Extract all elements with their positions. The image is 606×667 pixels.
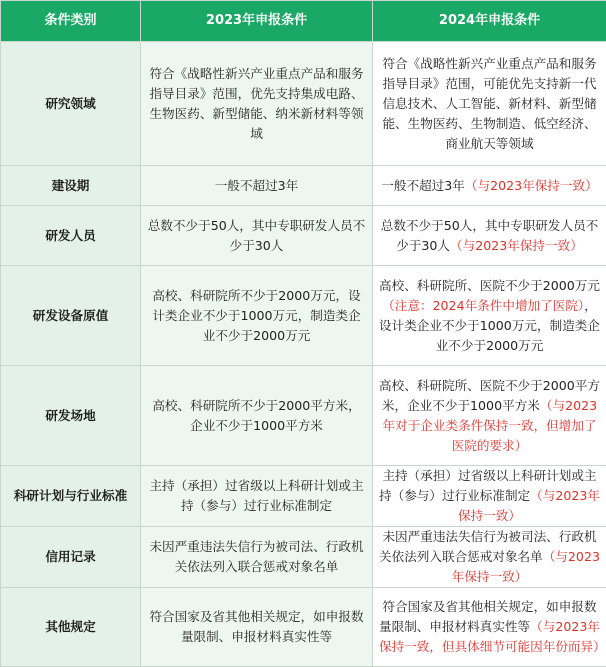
row-research-field [1,42,606,166]
category-cell: 科研计划与行业标准 [1,466,141,527]
header-category: 条件类别 [1,1,141,42]
category-cell: 信用记录 [1,527,141,588]
condition-2024 [373,166,606,206]
category-cell: 研发设备原值 [1,266,141,366]
condition-2023: 总数不少于50人，其中专职研发人员不少于30人 [141,206,373,266]
comparison-note: （与2023年保持一致） [452,549,600,584]
condition-2024-text: 一般不超过3年 [381,178,465,193]
condition-2024-text: 主持（承担）过省级以上科研计划或主持（参与）过行业标准制定 [379,468,597,503]
condition-2023: 高校、科研院所不少于2000平方米，企业不少于1000平方米 [141,366,373,466]
condition-2024-text-tail: ，设计类企业不少于1000万元，制造类企业不少于2000万元 [379,298,600,353]
condition-2024-text: 高校、科研院所、医院不少于2000平方米，企业不少于1000平方米 [379,378,600,413]
condition-2024-text: 符合国家及省其他相关规定，如申报数量限制、申报材料真实性等 [379,599,597,634]
condition-2023: 符合国家及省其他相关规定，如申报数量限制、申报材料真实性等 [141,588,373,667]
condition-2024 [373,42,606,166]
category-cell: 其他规定 [1,588,141,667]
condition-2023: 一般不超过3年 [141,166,373,206]
condition-2024 [373,206,606,266]
row-build-period [1,166,606,206]
condition-2023: 主持（承担）过省级以上科研计划或主持（参与）过行业标准制定 [141,466,373,527]
row-research-site [1,366,606,466]
row-credit-record [1,527,606,588]
condition-2024-text: 未因严重违法失信行为被司法、行政机关依法列入联合惩戒对象名单 [379,529,597,564]
header-2024: 2024年申报条件 [373,1,606,42]
row-research-plan-standards [1,466,606,527]
row-other-rules [1,588,606,667]
condition-2024 [373,366,606,466]
condition-2024 [373,588,606,667]
category-cell: 研究领域 [1,42,141,166]
comparison-note: （与2023年保持一致，但具体细节可能因年份而异） [379,619,606,654]
condition-2024 [373,527,606,588]
category-cell: 研发场地 [1,366,141,466]
comparison-note: （注意：2024年条件中增加了医院） [382,298,584,313]
condition-2023: 符合《战略性新兴产业重点产品和服务指导目录》范围，优先支持集成电路、生物医药、新型储能、纳米新材料等领域 [141,42,373,166]
condition-2024-text: 总数不少于50人，其中专职研发人员不少于30人 [381,218,599,253]
condition-2024-text: 符合《战略性新兴产业重点产品和服务指导目录》范围，可能优先支持新一代信息技术、人工智能、新材料、新型储能、生物医药、生物制造、低空经济、商业航天等领域 [382,56,596,151]
condition-2023: 未因严重违法失信行为被司法、行政机关依法列入联合惩戒对象名单 [141,527,373,588]
comparison-note: （与2023年保持一致） [458,488,600,523]
header-row [1,1,606,42]
comparison-note: （与2023年对于企业类条件保持一致，但增加了医院的要求） [382,398,597,453]
condition-2024 [373,266,606,366]
condition-2024 [373,466,606,527]
header-2023: 2023年申报条件 [141,1,373,42]
condition-2023: 高校、科研院所不少于2000万元，设计类企业不少于1000万元，制造类企业不少于2000万元 [141,266,373,366]
row-rd-staff [1,206,606,266]
comparison-note: （与2023年保持一致） [450,238,583,253]
category-cell: 建设期 [1,166,141,206]
row-equipment-value [1,266,606,366]
comparison-note: （与2023年保持一致） [465,178,598,193]
category-cell: 研发人员 [1,206,141,266]
condition-2024-text: 高校、科研院所、医院不少于2000万元 [379,278,600,293]
